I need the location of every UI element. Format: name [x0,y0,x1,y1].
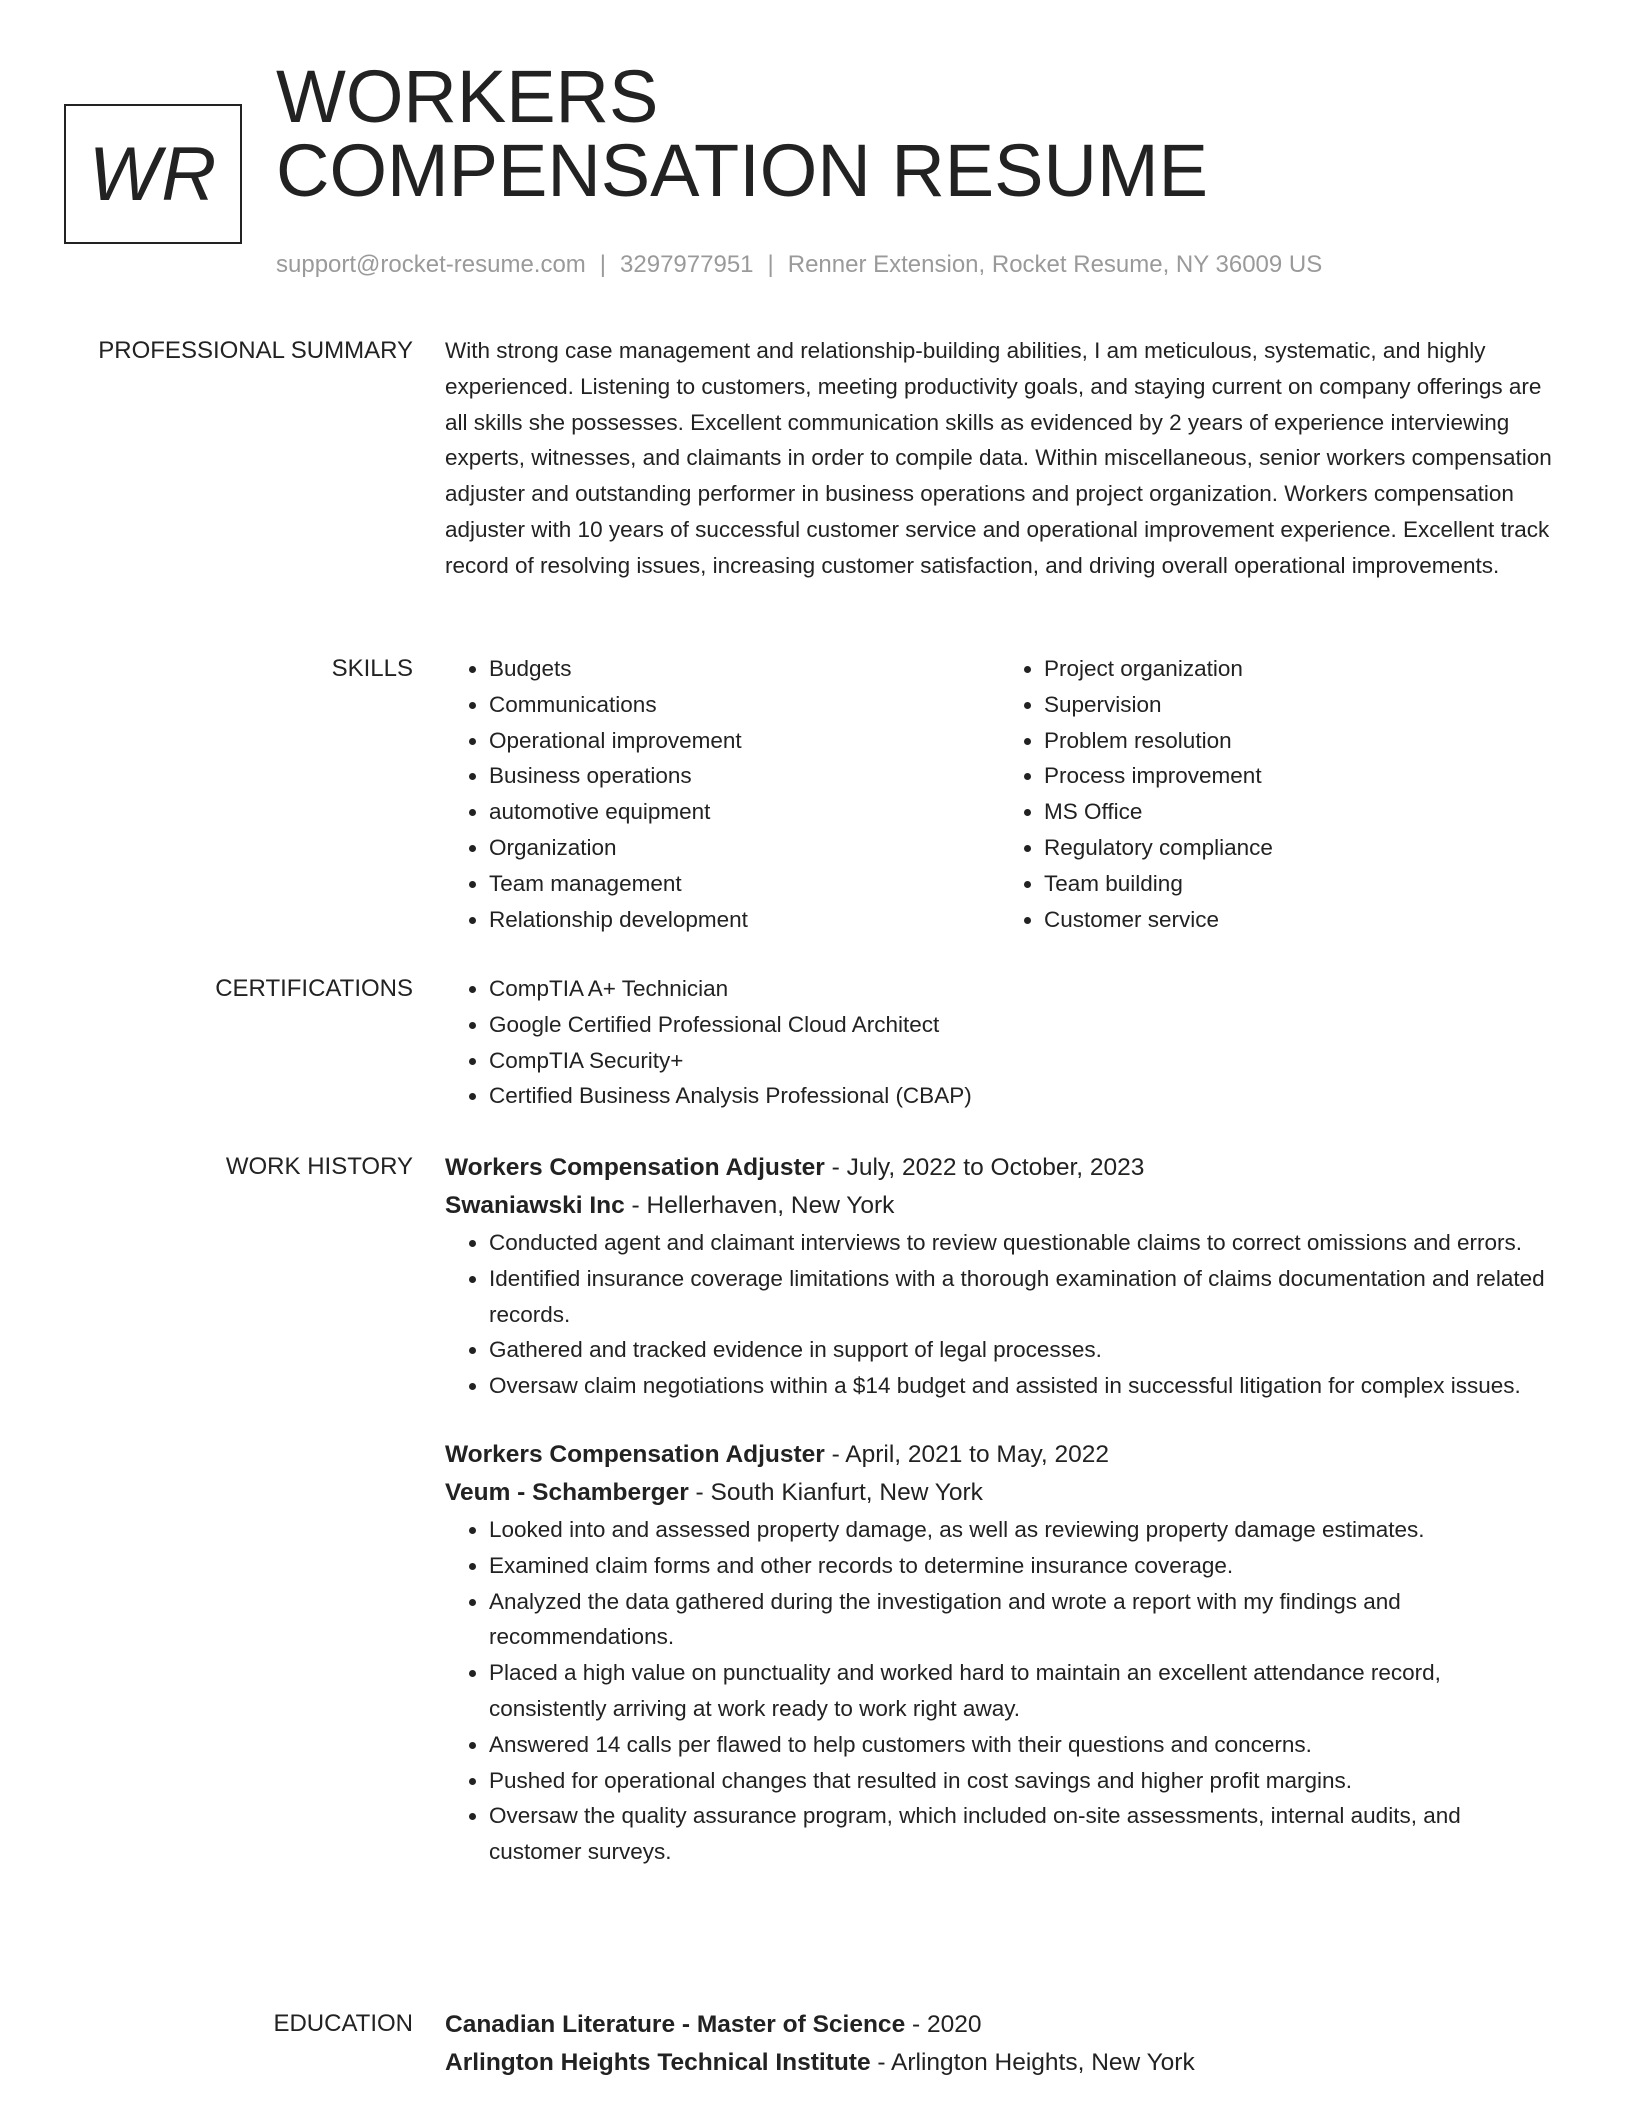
education-degree-line [445,2006,1555,2044]
skill-item: • Project organization [1044,651,1555,687]
job-bullets [445,1225,1555,1404]
contact-address: Renner Extension, Rocket Resume, NY 36009 US [787,251,1323,278]
job-bullet: • Looked into and assessed property damage, as well as reviewing property damage estimates. [489,1512,1555,1548]
job-entry [445,1149,1555,1404]
skill-item: • Organization [489,830,1000,866]
skill-item: • automotive equipment [489,794,1000,830]
skill-item: • Business operations [489,758,1000,794]
contact-email[interactable]: support@rocket-resume.com [276,251,586,278]
skill-item: • MS Office [1044,794,1555,830]
job-bullet: • Placed a high value on punctuality and worked hard to maintain an excellent attendance record, consistently arriving at work ready to work right away. [489,1655,1555,1727]
certification-item: • Google Certified Professional Cloud Architect [489,1007,1555,1043]
contact-separator: | [767,251,774,278]
skill-item: • Team building [1044,866,1555,902]
job-title-line [445,1149,1555,1187]
education-year: - 2020 [905,2011,982,2038]
certifications-body [445,971,1555,1114]
title-line-1: WORKERS [276,55,659,138]
skill-item: • Problem resolution [1044,723,1555,759]
education-location: - Arlington Heights, New York [870,2049,1195,2076]
title-line-2: COMPENSATION RESUME [276,129,1208,212]
work-history-label: WORK HISTORY [225,1153,413,1180]
summary-text: With strong case management and relationship-building abilities, I am meticulous, systematic, and highly experienced. Listening to customers, meeting productivity goals, and staying current on company offerings are all skills she possesses. Excellent communication skills as evidenced by 2 years of experience interviewing experts, witnesses, and claimants in order to compile data. Within miscellaneous, senior workers compensation adjuster and outstanding performer in business operations and project organization. Workers compensation adjuster with 10 years of successful customer service and operational improvement experience. Excellent track record of resolving issues, increasing customer satisfaction, and driving overall operational improvements. [445,338,1552,578]
job-title-line [445,1436,1555,1474]
job-company-line [445,1187,1555,1225]
contact-separator: | [599,251,607,278]
skills-list-right [1000,651,1555,937]
job-company-line [445,1474,1555,1512]
certifications-list [445,971,1555,1114]
job-company: Swaniawski Inc [445,1192,625,1219]
education-school-line [445,2044,1555,2082]
job-bullet: • Answered 14 calls per flawed to help customers with their questions and concerns. [489,1727,1555,1763]
job-location: - Hellerhaven, New York [624,1192,895,1219]
job-dates: - April, 2021 to May, 2022 [824,1440,1110,1468]
work-history-body [445,1149,1555,1870]
skill-item: • Regulatory compliance [1044,830,1555,866]
job-bullet: • Pushed for operational changes that resulted in cost savings and higher profit margins. [489,1763,1555,1799]
job-title: Workers Compensation Adjuster [445,1154,825,1181]
skills-list-left [445,651,1000,937]
skills-columns [445,651,1555,937]
certification-item: • Certified Business Analysis Professional (CBAP) [489,1078,1555,1114]
skill-item: • Customer service [1044,902,1555,938]
job-bullet: • Oversaw claim negotiations within a $14 budget and assisted in successful litigation for complex issues. [489,1368,1555,1404]
job-title: Workers Compensation Adjuster [445,1440,825,1468]
education-body [445,2006,1555,2082]
resume-title [276,55,1208,212]
contact-phone[interactable]: 3297977951 [620,251,754,278]
job-dates: - July, 2022 to October, 2023 [824,1154,1145,1181]
job-bullet: • Identified insurance coverage limitations with a thorough examination of claims documentation and related records. [489,1261,1555,1333]
job-bullet: • Conducted agent and claimant interviews to review questionable claims to correct omissions and errors. [489,1225,1555,1261]
skill-item: • Supervision [1044,687,1555,723]
certification-item: • CompTIA Security+ [489,1043,1555,1079]
skill-item: • Team management [489,866,1000,902]
skill-item: • Relationship development [489,902,1000,938]
skills-label: SKILLS [331,655,413,682]
certification-item: • CompTIA A+ Technician [489,971,1555,1007]
skill-item: • Operational improvement [489,723,1000,759]
job-bullet: • Examined claim forms and other records to determine insurance coverage. [489,1548,1555,1584]
education-school: Arlington Heights Technical Institute [445,2049,871,2076]
job-bullet: • Analyzed the data gathered during the investigation and wrote a report with my findings and recommendations. [489,1584,1555,1656]
job-bullet: • Gathered and tracked evidence in support of legal processes. [489,1332,1555,1368]
job-entry [445,1436,1555,1870]
education-label: EDUCATION [273,2010,413,2037]
skill-item: • Communications [489,687,1000,723]
education-degree: Canadian Literature - Master of Science [445,2011,906,2038]
skill-item: • Process improvement [1044,758,1555,794]
monogram: WR [64,104,242,244]
job-company: Veum - Schamberger [445,1478,689,1506]
job-bullet: • Oversaw the quality assurance program, which included on-site assessments, internal audits, and customer surveys. [489,1798,1555,1870]
job-bullets [445,1512,1555,1870]
job-location: - South Kianfurt, New York [688,1478,983,1506]
summary-label: PROFESSIONAL SUMMARY [98,337,413,364]
certifications-label: CERTIFICATIONS [215,975,413,1002]
skill-item: • Budgets [489,651,1000,687]
contact-line [276,251,1322,279]
